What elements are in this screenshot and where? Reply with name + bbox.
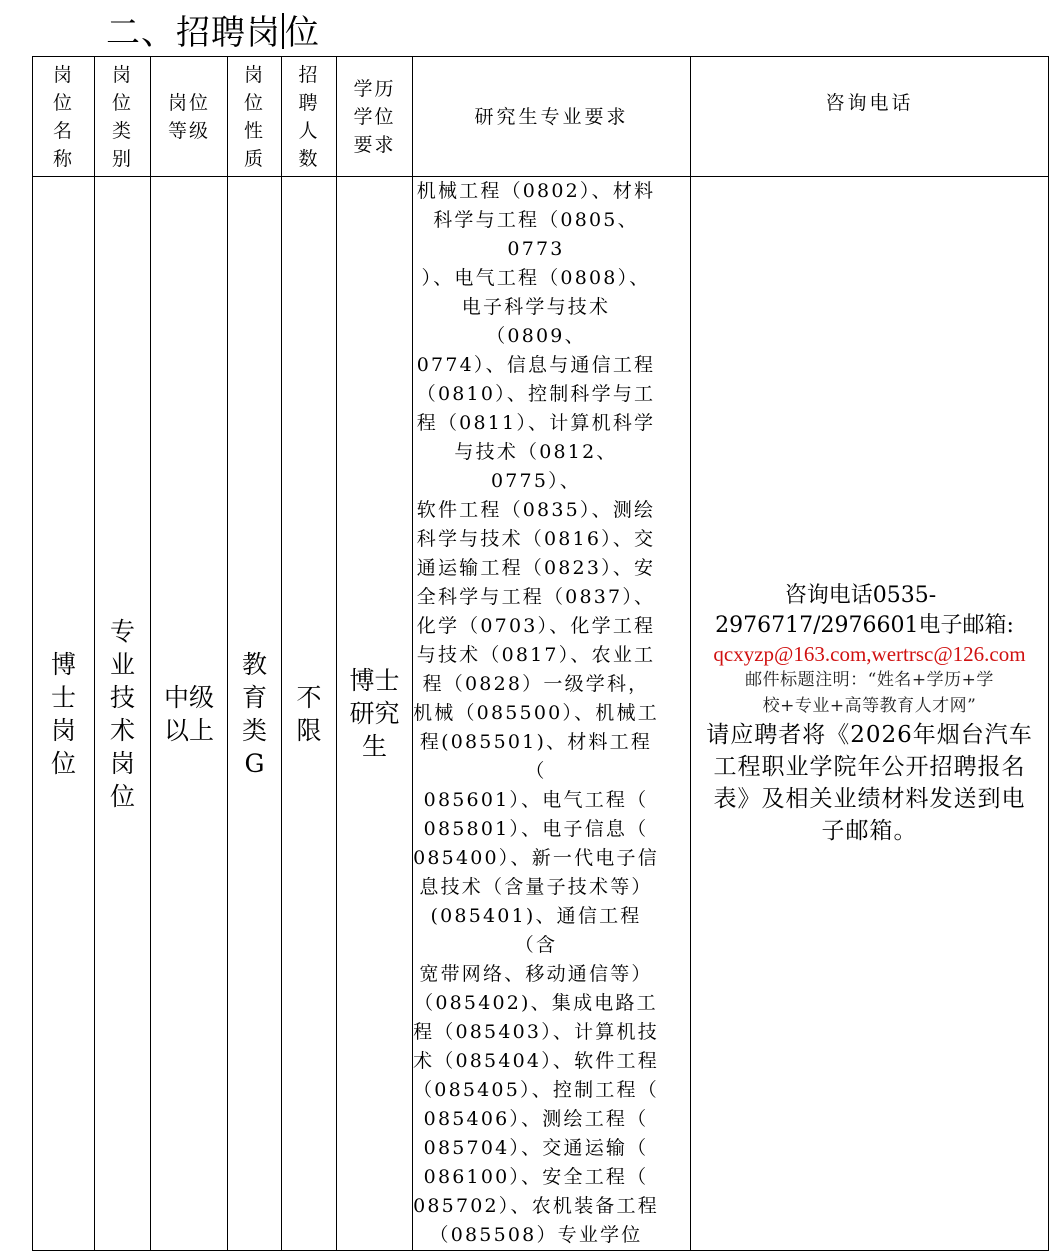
table-row <box>33 177 1049 1251</box>
header-contact: 咨询电话 <box>691 57 1049 177</box>
table-header-row <box>33 57 1049 177</box>
recruitment-table <box>32 56 1049 1251</box>
cell-degree: 博士 研究 生 <box>337 177 413 1251</box>
cell-post-level: 中级 以上 <box>151 177 228 1251</box>
cell-contact <box>691 177 1049 1251</box>
section-title-text: 二、招聘岗 <box>106 13 281 53</box>
contact-email-link[interactable]: qcxyzp@163.com,wertrsc@126.com <box>713 641 1026 666</box>
section-title-text-end: 位 <box>285 13 320 53</box>
header-major: 研究生专业要求 <box>413 57 691 177</box>
cell-post-type: 专 业 技 术 岗 位 <box>95 177 151 1251</box>
email-subject-note: 邮件标题注明：“姓名+学历+学 校+专业+高等教育人才网” <box>745 669 994 716</box>
section-title <box>106 8 320 58</box>
header-post-nature: 岗 位 性 质 <box>228 57 282 177</box>
header-post-name: 岗 位 名 称 <box>33 57 95 177</box>
cell-post-name: 博 士 岗 位 <box>33 177 95 1251</box>
cell-major-requirements: 机械工程（0802）、材料 科学与工程（0805、0773 ）、电气工程（0808）、 电子科学与技术（0809、 0774）、信息与通信工程 （0810）、控制科学与工 程（0811）、计算机科学 与技术（0812、0775）、 软件工程（0835）、测绘 科学与技术（0816）、交 通运输工程（0823）、安 全科学与工程（0837）、 化学（0703）、化学工程 与技术（0817）、农业工 程（0828）一级学科， 机械（085500）、机械工 程(085501)、材料工程（ 085601）、电气工程（ 085801）、电子信息（ 085400）、新一代电子信 息技术（含量子技术等） (085401)、通信工程（含 宽带网络、移动通信等） （085402)、集成电路工 程（085403）、计算机技 术（085404）、软件工程 （085405）、控制工程（ 085406）、测绘工程（ 085704）、交通运输（ 086100）、安全工程（ 085702）、农机装备工程 （085508）专业学位 <box>413 177 691 1251</box>
text-cursor <box>282 13 284 49</box>
cell-post-nature: 教 育 类 G <box>228 177 282 1251</box>
header-degree: 学历 学位 要求 <box>337 57 413 177</box>
header-post-type: 岗 位 类 别 <box>95 57 151 177</box>
header-post-level: 岗位 等级 <box>151 57 228 177</box>
contact-phone-line2: 2976717/2976601电子邮箱: <box>715 612 1014 638</box>
application-instruction: 请应聘者将《2026年烟台汽车 工程职业学院年公开招聘报名 表》及相关业绩材料发送到电 子邮箱。 <box>706 721 1033 844</box>
header-headcount: 招 聘 人 数 <box>282 57 337 177</box>
cell-headcount: 不 限 <box>282 177 337 1251</box>
contact-phone-line1: 咨询电话0535- <box>784 582 937 608</box>
